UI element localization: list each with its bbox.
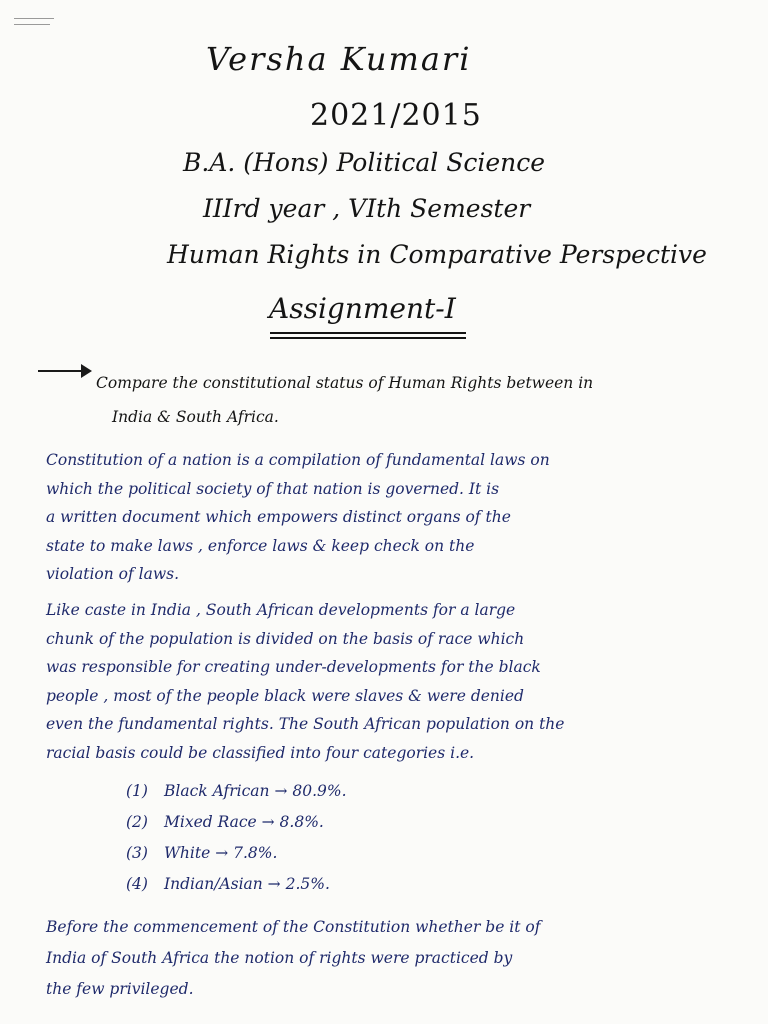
- text-line: state to make laws , enforce laws & keep check on the: [46, 536, 475, 555]
- question-line: India & South Africa.: [112, 408, 279, 426]
- year: 2021/2015: [310, 98, 482, 133]
- page-edge-mark: [14, 24, 50, 25]
- arrow-right-icon: [38, 370, 90, 372]
- text-line: India of South Africa the notion of rights were practiced by: [46, 949, 513, 967]
- list-text: Mixed Race → 8.8%.: [164, 813, 324, 831]
- list-text: White → 7.8%.: [164, 844, 278, 862]
- assignment-underline: [270, 332, 466, 334]
- text-line: which the political society of that nation is governed. It is: [46, 479, 500, 498]
- list-item: [126, 838, 347, 869]
- list-number: (2): [126, 813, 148, 831]
- paragraph-constitution: [46, 446, 716, 589]
- paragraph-before-constitution: [46, 912, 716, 1005]
- assignment-underline: [270, 337, 466, 339]
- list-text: Indian/Asian → 2.5%.: [164, 875, 330, 893]
- list-item: [126, 869, 347, 900]
- list-item: [126, 776, 347, 807]
- population-categories: [126, 776, 347, 900]
- question-line: Compare the constitutional status of Human Rights between in: [96, 374, 594, 392]
- text-line: was responsible for creating under-developments for the black: [46, 658, 541, 676]
- list-number: (1): [126, 782, 148, 800]
- text-line: violation of laws.: [46, 565, 180, 583]
- text-line: a written document which empowers distinct organs of the: [46, 508, 511, 526]
- course-title: Human Rights in Comparative Perspective: [167, 240, 707, 269]
- text-line: racial basis could be classified into four categories i.e.: [46, 743, 475, 762]
- list-item: [126, 807, 347, 838]
- list-number: (3): [126, 844, 148, 862]
- text-line: Constitution of a nation is a compilation of fundamental laws on: [46, 451, 550, 469]
- semester: IIIrd year , VIth Semester: [203, 194, 531, 223]
- degree: B.A. (Hons) Political Science: [183, 148, 546, 177]
- text-line: chunk of the population is divided on the basis of race which: [46, 629, 525, 648]
- student-name: Versha Kumari: [206, 40, 472, 78]
- list-text: Black African → 80.9%.: [164, 782, 347, 800]
- list-number: (4): [126, 875, 148, 893]
- page-edge-mark: [14, 18, 54, 19]
- text-line: even the fundamental rights. The South African population on the: [46, 715, 565, 733]
- paragraph-south-africa: [46, 596, 716, 767]
- text-line: the few privileged.: [46, 980, 194, 998]
- text-line: people , most of the people black were slaves & were denied: [46, 686, 524, 705]
- question: [96, 366, 696, 434]
- assignment-title: Assignment-I: [269, 292, 456, 325]
- text-line: Like caste in India , South African developments for a large: [46, 601, 516, 619]
- text-line: Before the commencement of the Constitution whether be it of: [46, 918, 541, 936]
